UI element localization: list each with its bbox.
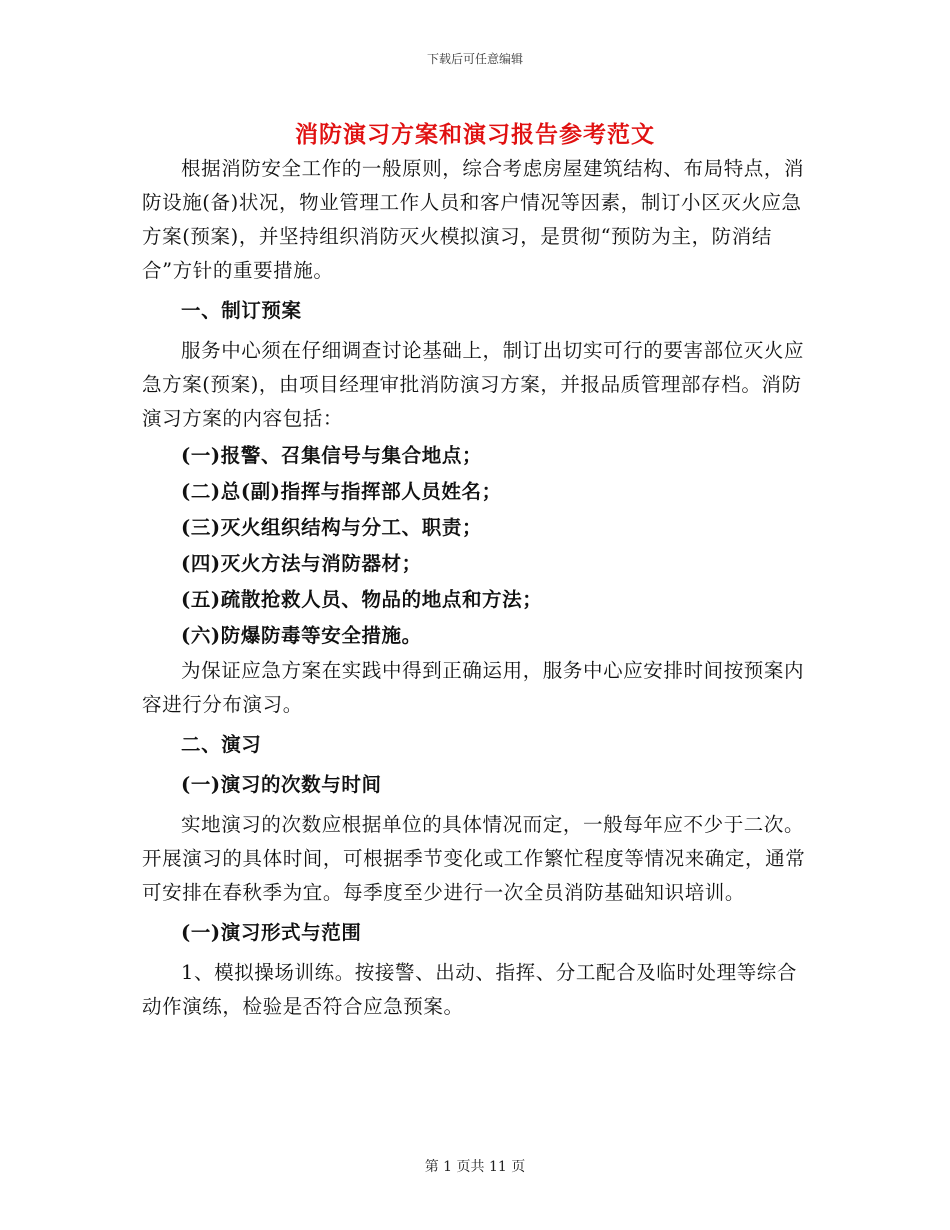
section-1-paragraph: 服务中心须在仔细调查讨论基础上，制订出切实可行的要害部位灭火应急方案(预案)，由项目经理审批消防演习方案，并报品质管理部存档。消防演习方案的内容包括： <box>142 339 805 430</box>
subsection-form-paragraph: 1、模拟操场训练。按接警、出动、指挥、分工配合及临时处理等综合动作演练，检验是否符合应急预案。 <box>142 961 798 1018</box>
document-body <box>142 152 810 1026</box>
subsection-frequency-paragraph: 实地演习的次数应根据单位的具体情况而定，一般每年应不少于二次。开展演习的具体时间，可根据季节变化或工作繁忙程度等情况来确定，通常可安排在春秋季为宜。每季度至少进行一次全员消防基础知识培训。 <box>142 813 806 904</box>
page-footer: 第 1 页共 11 页 <box>424 1159 526 1175</box>
section-1-heading: 一、制订预案 <box>181 299 302 322</box>
document-title: 消防演习方案和演习报告参考范文 <box>295 121 655 148</box>
plan-item-2: (二)总(副)指挥与指挥部人员姓名； <box>181 480 502 503</box>
page-header: 下载后可任意编辑 <box>426 52 523 66</box>
plan-item-4: (四)灭火方法与消防器材； <box>181 552 422 575</box>
plan-item-5: (五)疏散抢救人员、物品的地点和方法； <box>181 588 543 611</box>
plan-item-3: (三)灭火组织结构与分工、职责； <box>181 516 483 539</box>
subsection-form-heading: (一)演习形式与范围 <box>181 921 362 944</box>
plan-item-6: (六)防爆防毒等安全措施。 <box>181 624 422 647</box>
intro-paragraph: 根据消防安全工作的一般原则，综合考虑房屋建筑结构、布局特点，消防设施(备)状况，物业管理工作人员和客户情况等因素，制订小区灭火应急方案(预案)，并坚持组织消防灭火模拟演习，是贯彻“预防为主，防消结合”方针的重要措施。 <box>142 157 805 282</box>
plan-item-1: (一)报警、召集信号与集合地点； <box>181 444 483 467</box>
subsection-frequency-heading: (一)演习的次数与时间 <box>181 773 382 796</box>
section-2-heading: 二、演习 <box>181 733 262 756</box>
section-1-closing: 为保证应急方案在实践中得到正确运用，服务中心应安排时间按预案内容进行分布演习。 <box>142 659 805 716</box>
